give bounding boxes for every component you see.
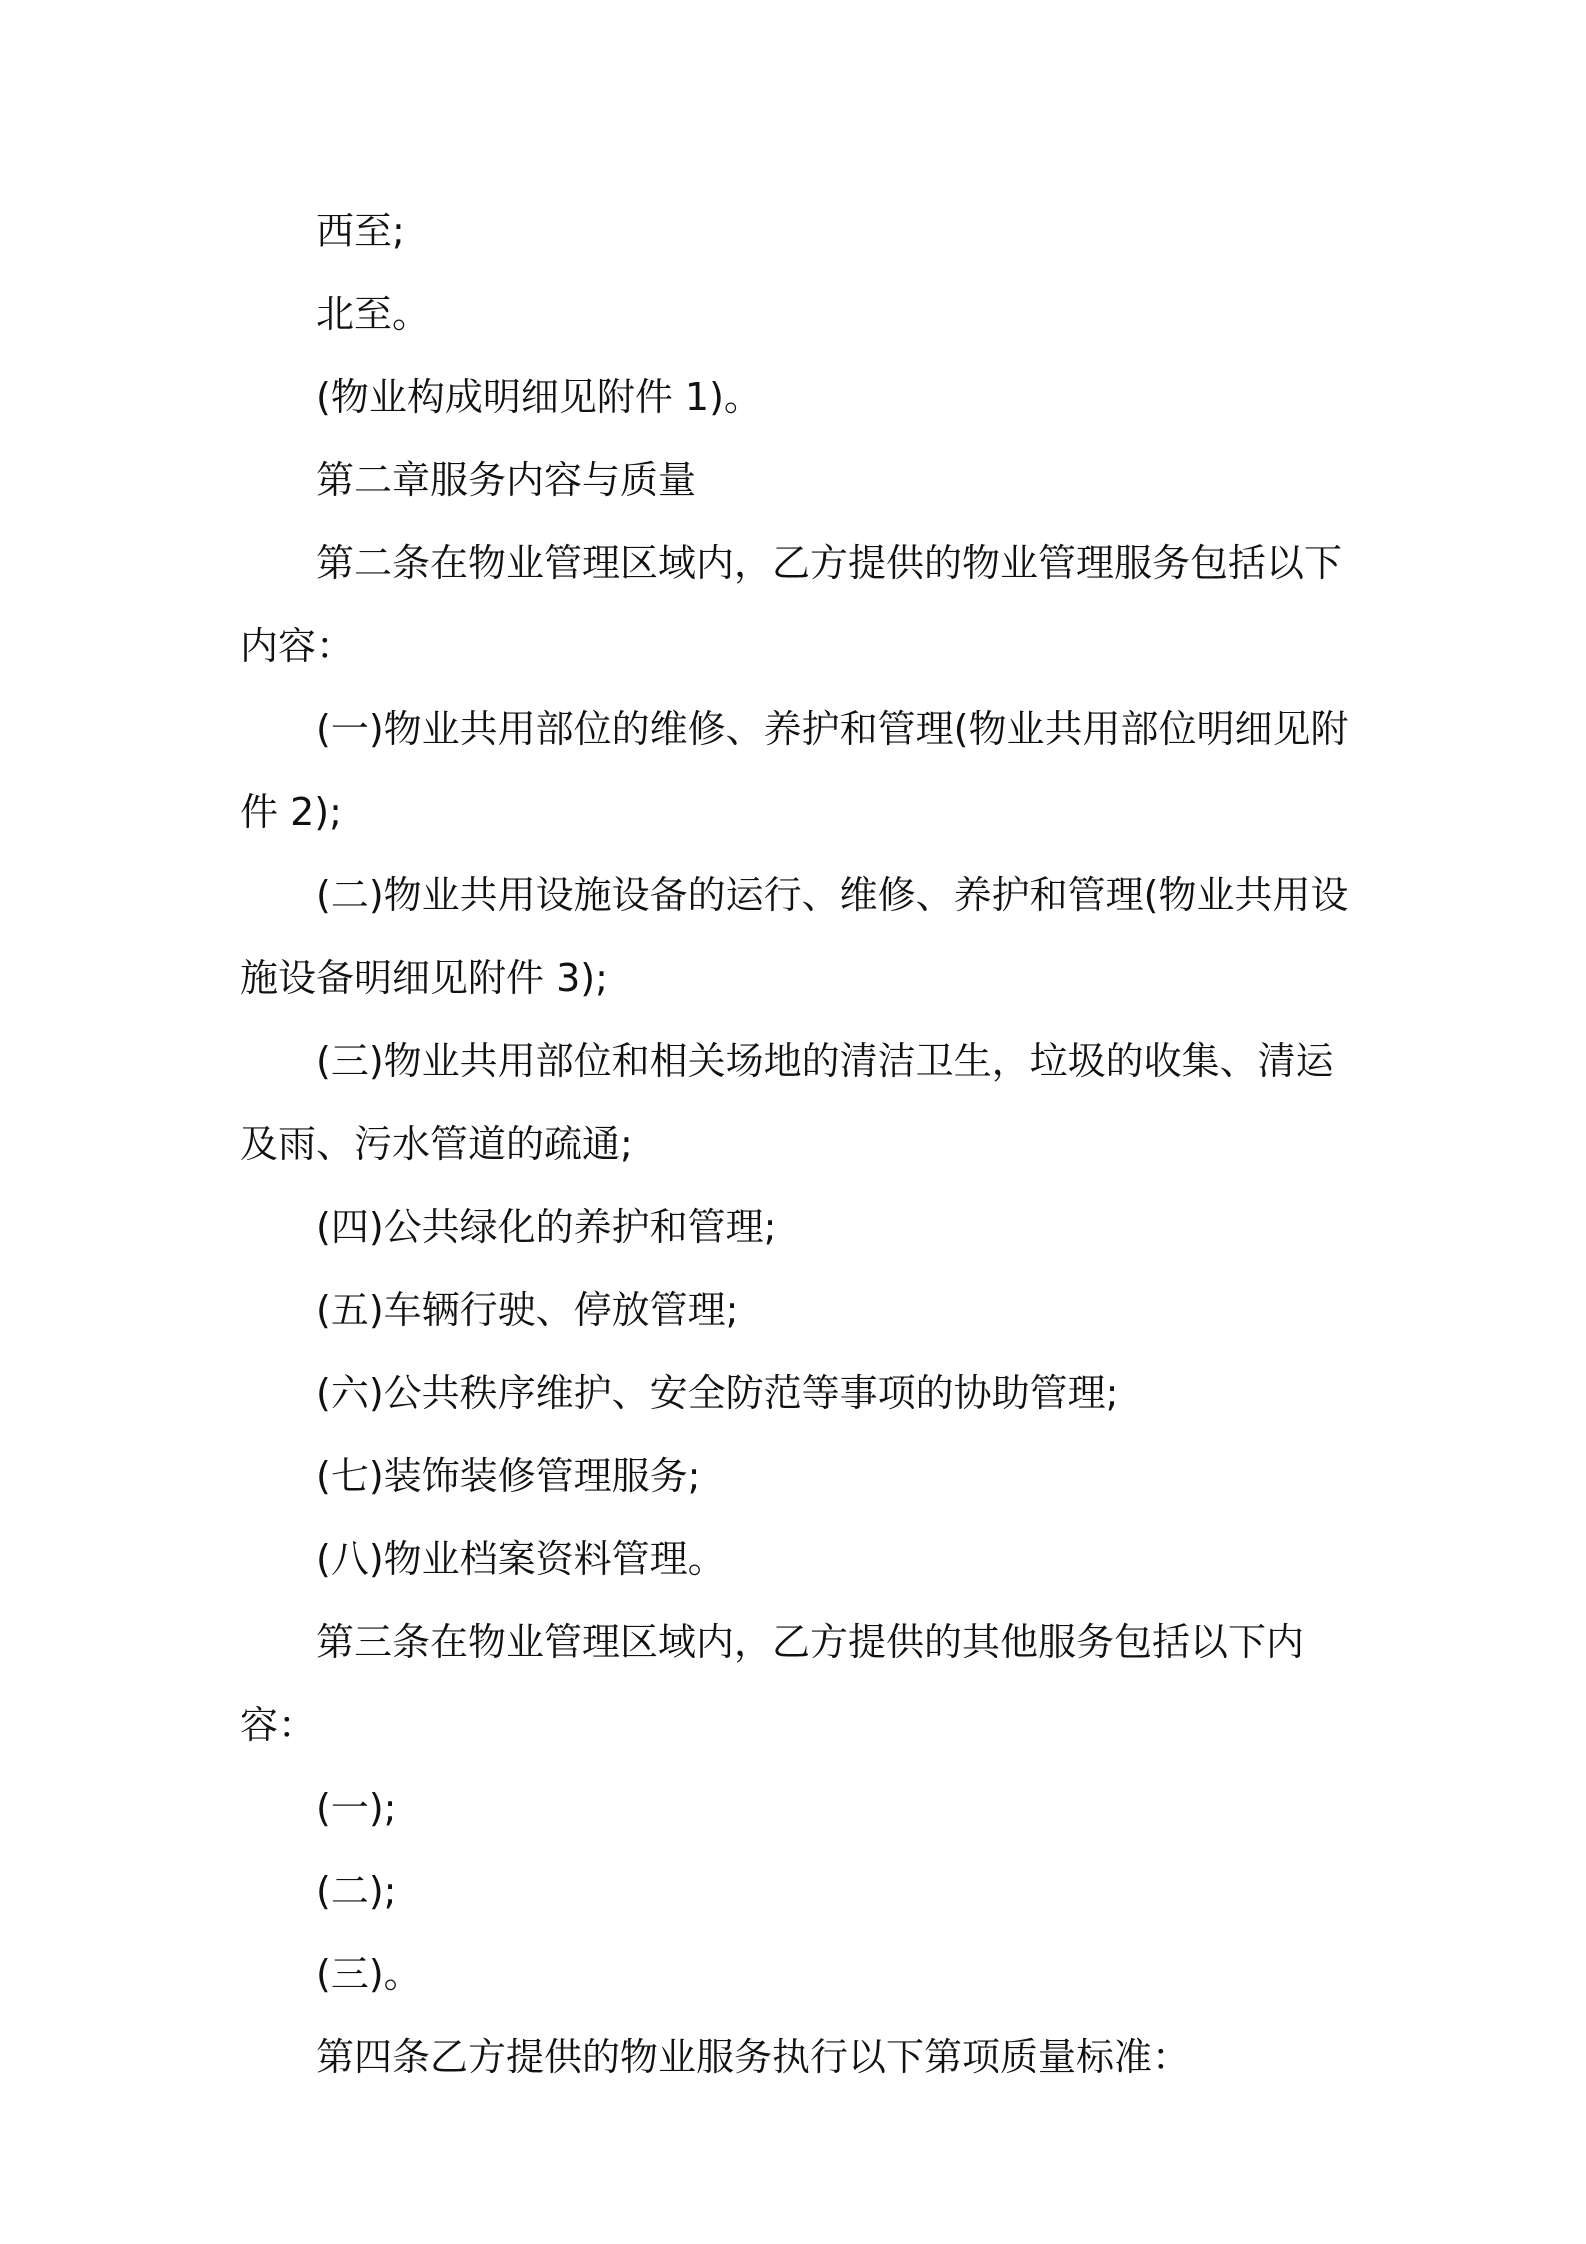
article-four: 第四条乙方提供的物业服务执行以下第项质量标准： — [316, 2035, 1191, 2079]
list-item: (七)装饰装修管理服务; — [316, 1454, 701, 1498]
list-item: (二); — [316, 1869, 397, 1913]
list-item: (一); — [316, 1786, 397, 1830]
list-item: (三)。 — [316, 1952, 422, 1996]
list-item: (三)物业共用部位和相关场地的清洁卫生，垃圾的收集、清运及雨、污水管道的疏通; — [240, 1039, 1334, 1166]
paragraph-north-boundary: 北至。 — [316, 292, 431, 336]
chapter-title: 第二章服务内容与质量 — [316, 458, 697, 502]
list-item: (八)物业档案资料管理。 — [316, 1537, 726, 1581]
list-item: (五)车辆行驶、停放管理; — [316, 1288, 739, 1332]
list-item: (二)物业共用设施设备的运行、维修、养护和管理(物业共用设施设备明细见附件 3); — [240, 873, 1349, 1000]
document-body — [240, 190, 1360, 2099]
article-two: 第二条在物业管理区域内，乙方提供的物业管理服务包括以下内容： — [240, 541, 1343, 668]
article-three: 第三条在物业管理区域内，乙方提供的其他服务包括以下内容： — [240, 1620, 1305, 1747]
list-item: (四)公共绿化的养护和管理; — [316, 1205, 777, 1249]
paragraph-west-boundary: 西至; — [316, 209, 405, 253]
list-item: (六)公共秩序维护、安全防范等事项的协助管理; — [316, 1371, 1119, 1415]
list-item: (一)物业共用部位的维修、养护和管理(物业共用部位明细见附件 2); — [240, 707, 1349, 834]
paragraph-property-composition-note: (物业构成明细见附件 1)。 — [316, 375, 762, 419]
